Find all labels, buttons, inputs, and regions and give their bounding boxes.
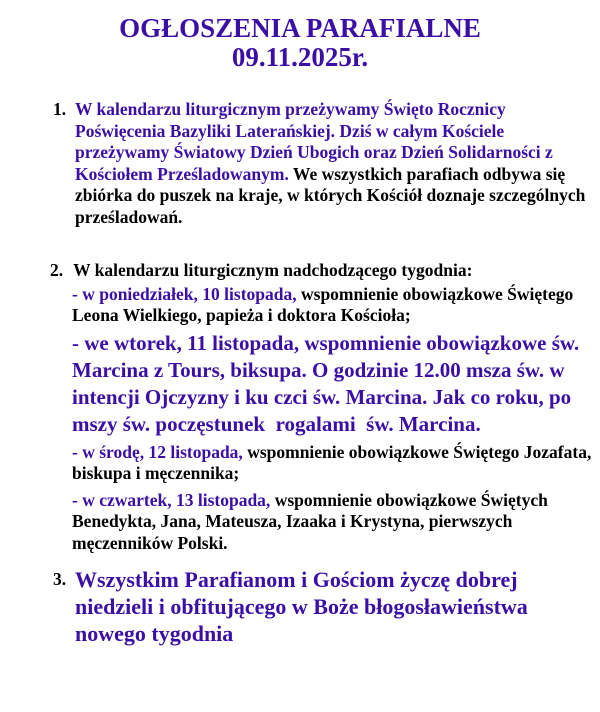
announcement-highlight: W kalendarzu liturgicznym przeżywamy Święto Rocznicy Poświęcenia Bazyliki Laterańskiej. Dziś w całym Kościele przeżywamy Światowy Dzień Ubogich oraz Dzień Solidarności z Kościołem Prześladowanym.	[75, 99, 553, 184]
title-date: 09.11.2025r.	[231, 42, 369, 72]
subitem-tuesday	[72, 330, 597, 438]
item-number: 1.	[53, 99, 67, 119]
announcement-highlight: Wszystkim Parafianom i Gościom życzę dobrej niedzieli i obfitującego w Boże błogosławieństwa nowego tygodnia	[75, 567, 528, 646]
subitem-wednesday	[72, 442, 597, 485]
subitem-date: - w poniedziałek, 10 listopada,	[72, 283, 297, 304]
announcement-3	[53, 566, 595, 647]
subitem-text: wspomnienie obowiązkowe Świętych Benedykta, Jana, Mateusza, Izaaka i Krystyna, pierwszych męczenników Polski.	[72, 489, 548, 553]
subitem-date: - w środę, 12 listopada,	[72, 441, 243, 462]
announcement-text: We wszystkich parafiach odbywa się zbiórka do puszek na kraje, w których Kościół doznaje szczególnych prześladowań.	[75, 163, 586, 227]
subitem-text: wspomnienie obowiązkowe Świętego Jozafata, biskupa i męczennika;	[72, 441, 592, 483]
page-title	[0, 14, 600, 72]
item-number: 2.	[50, 260, 64, 280]
announcement-heading: W kalendarzu liturgicznym nadchodzącego tygodnia:	[73, 260, 473, 280]
item-number: 3.	[53, 569, 67, 589]
subitem-date: - w czwartek, 13 listopada,	[72, 489, 271, 510]
subitem-text: wspomnienie obowiązkowe Świętego Leona Wielkiego, papieża i doktora Kościoła;	[72, 283, 574, 325]
subitem-monday	[72, 284, 597, 327]
announcement-1	[53, 99, 595, 228]
title-text: OGŁOSZENIA PARAFIALNE	[119, 13, 481, 43]
subitem-thursday	[72, 490, 597, 555]
announcement-2	[50, 260, 590, 282]
subitem-date: - we wtorek, 11 listopada, wspomnienie obowiązkowe św. Marcina z Tours, biksupa. O godzinie 12.00 msza św. w intencji Ojczyzny i ku czci św. Marcina. Jak co roku, po mszy św. poczęstunek rogalami św. Marcina.	[72, 330, 585, 436]
